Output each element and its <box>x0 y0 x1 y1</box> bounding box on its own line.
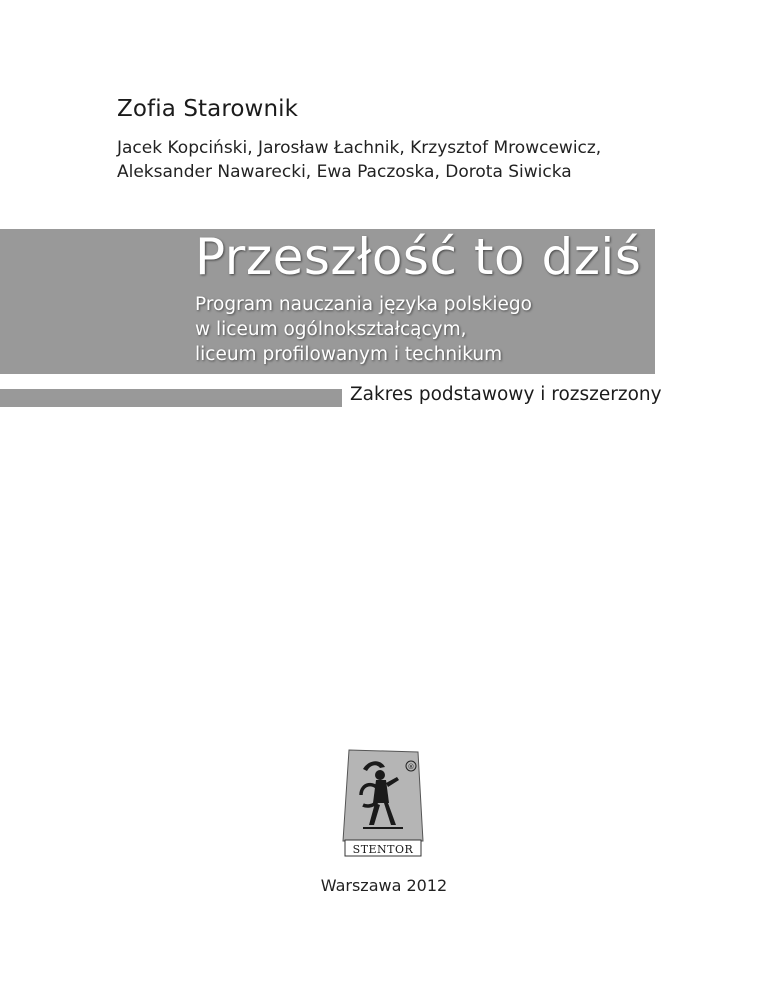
publisher-name: STENTOR <box>352 843 414 856</box>
subtitle-line: liceum profilowanym i technikum <box>195 344 503 365</box>
coauthors-line: Aleksander Nawarecki, Ewa Paczoska, Dorota Siwicka <box>117 162 572 182</box>
author-name: Zofia Starownik <box>117 96 299 122</box>
book-subtitle <box>195 292 532 367</box>
book-title: Przeszłość to dziś <box>195 228 642 286</box>
publisher-logo <box>333 747 433 859</box>
place-and-year: Warszawa 2012 <box>320 876 448 895</box>
coauthors-line: Jacek Kopciński, Jarosław Łachnik, Krzysztof Mrowcewicz, <box>117 138 602 158</box>
coauthors-list <box>117 136 717 184</box>
subtitle-line: w liceum ogólnokształcącym, <box>195 319 467 340</box>
scope-label: Zakres podstawowy i rozszerzony <box>350 384 662 405</box>
scope-bar <box>0 389 342 407</box>
subtitle-line: Program nauczania języka polskiego <box>195 294 532 315</box>
registered-mark-text: ® <box>407 763 415 771</box>
